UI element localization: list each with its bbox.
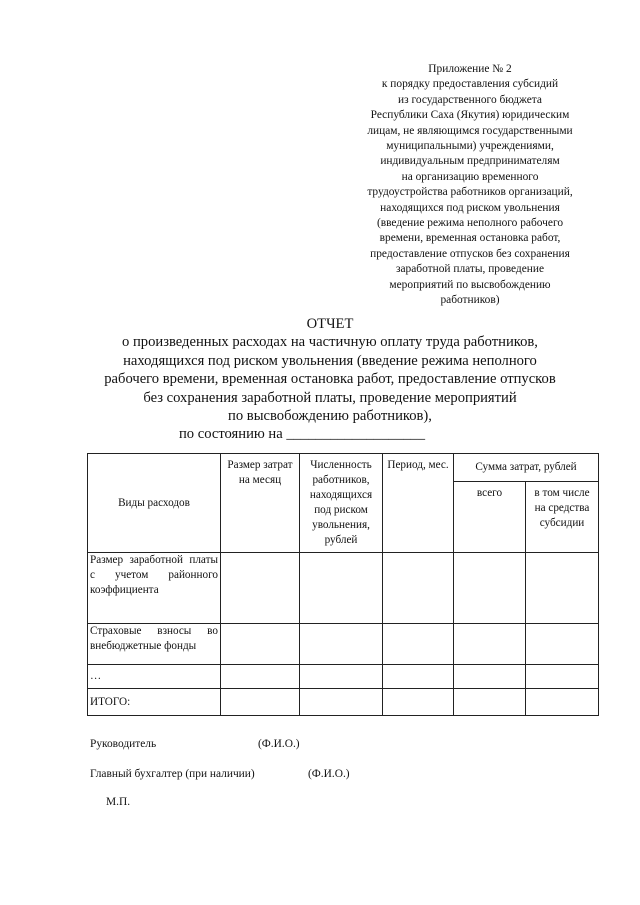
table-row (88, 624, 599, 665)
row-label: Страховые взносы во внебюджетные фонды (88, 624, 221, 665)
report-title-line: находящихся под риском увольнения (введение режима неполного (123, 352, 537, 369)
accountant-fio-field[interactable]: (Ф.И.О.) (308, 768, 350, 780)
appendix-line: на организацию временного (401, 170, 539, 183)
header-period: Период, мес. (383, 454, 454, 553)
appendix-line: предоставление отпусков без сохранения (370, 247, 570, 260)
table-cell[interactable] (454, 553, 526, 624)
header-headcount: Численность работников, находящихся под риском увольнения, рублей (300, 454, 383, 553)
appendix-line: из государственного бюджета (398, 93, 542, 106)
appendix-line: находящихся под риском увольнения (380, 201, 560, 214)
row-label: ИТОГО: (88, 689, 221, 716)
table-row-total (88, 689, 599, 716)
header-monthly-cost: Размер затрат на месяц (221, 454, 300, 553)
as-of-date-line[interactable]: по состоянию на ___________________ (178, 426, 426, 443)
appendix-line: (введение режима неполного рабочего (376, 217, 564, 230)
table-cell[interactable] (383, 689, 454, 716)
appendix-line: к порядку предоставления субсидий (381, 78, 559, 91)
report-heading: ОТЧЕТ (306, 316, 354, 332)
table-cell[interactable] (383, 553, 454, 624)
table-cell[interactable] (221, 624, 300, 665)
table-cell[interactable] (383, 665, 454, 689)
appendix-line: мероприятий по высвобождению (389, 278, 551, 291)
table-cell[interactable] (526, 665, 599, 689)
head-fio-field[interactable]: (Ф.И.О.) (258, 738, 300, 750)
table-cell[interactable] (383, 624, 454, 665)
row-label: Размер заработной платы с учетом районного коэффициента (88, 553, 221, 624)
header-expense-type: Виды расходов (88, 454, 221, 553)
header-total-all: всего (454, 482, 526, 553)
accountant-signature-label: Главный бухгалтер (при наличии) (90, 768, 255, 780)
table-row (88, 553, 599, 624)
appendix-line: работников) (440, 294, 500, 307)
table-header-row (88, 454, 599, 482)
header-subsidy-part: в том числе на средства субсидии (526, 482, 599, 553)
appendix-line: трудоустройства работников организаций, (367, 186, 573, 199)
report-title (80, 315, 580, 444)
expense-report-table (87, 453, 599, 716)
head-signature-label: Руководитель (90, 738, 157, 750)
table-cell[interactable] (300, 553, 383, 624)
appendix-line: заработной платы, проведение (395, 263, 545, 276)
appendix-line: времени, временная остановка работ, (379, 232, 561, 245)
table-cell[interactable] (454, 665, 526, 689)
appendix-header (345, 62, 595, 309)
stamp-place: М.П. (106, 796, 131, 808)
row-label: … (88, 665, 221, 689)
table-cell[interactable] (221, 665, 300, 689)
appendix-line: муниципальными) учреждениями, (386, 140, 554, 153)
table-row (88, 665, 599, 689)
table-cell[interactable] (221, 689, 300, 716)
table-cell[interactable] (454, 689, 526, 716)
appendix-line: лицам, не являющимся государственными (367, 124, 573, 137)
table-cell[interactable] (454, 624, 526, 665)
report-title-line: по высвобождению работников), (228, 408, 432, 425)
table-cell[interactable] (300, 665, 383, 689)
table-cell[interactable] (526, 689, 599, 716)
report-title-line: без сохранения заработной платы, проведение мероприятий (143, 389, 517, 406)
appendix-line: Приложение № 2 (428, 63, 512, 75)
table-cell[interactable] (300, 689, 383, 716)
report-title-line: рабочего времени, временная остановка работ, предоставление отпусков (104, 371, 556, 388)
header-total-group: Сумма затрат, рублей (454, 454, 599, 482)
table-cell[interactable] (526, 553, 599, 624)
appendix-line: Республики Саха (Якутия) юридическим (370, 109, 570, 122)
table-cell[interactable] (526, 624, 599, 665)
table-cell[interactable] (221, 553, 300, 624)
report-title-line: о произведенных расходах на частичную оплату труда работников, (122, 334, 538, 351)
table-cell[interactable] (300, 624, 383, 665)
appendix-line: индивидуальным предпринимателям (380, 155, 560, 168)
